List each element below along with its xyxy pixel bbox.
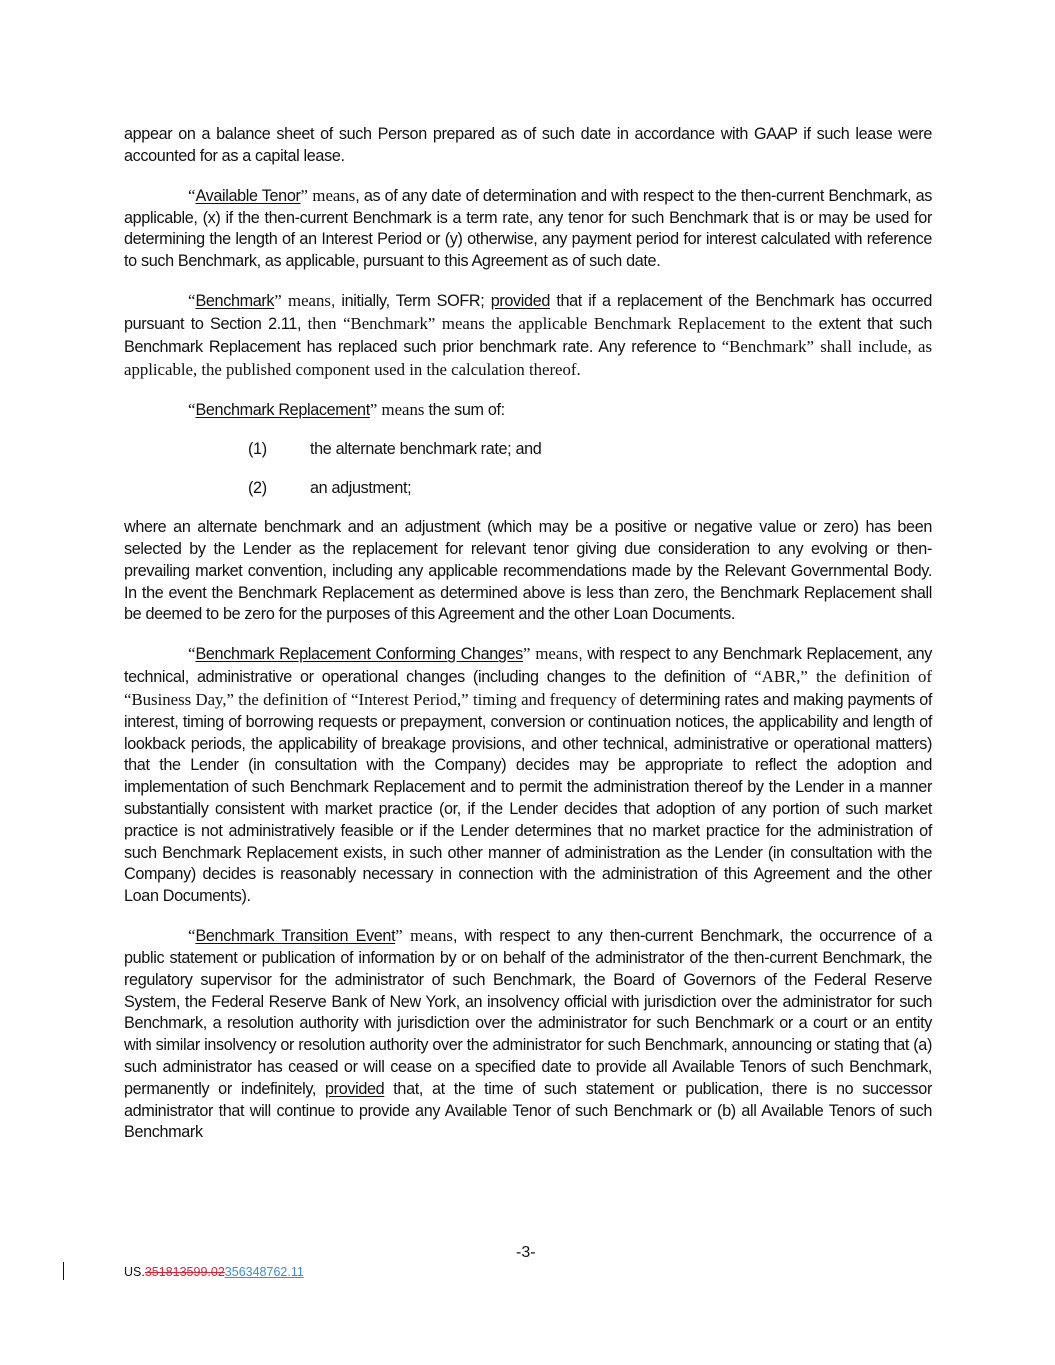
quote-open: “: [188, 926, 196, 946]
quote-close: ” means: [395, 926, 453, 946]
definition-text: extent that such Benchmark Replacement has replaced such prior benchmark rate. Any reference to: [124, 315, 932, 356]
document-id: [124, 1265, 304, 1279]
quote-open: “: [188, 399, 196, 419]
definition-text: that, at the time of such statement or publication, there is no successor administrator that will continue to provide any Available Tenor of such Benchmark or (b) all Available Tenors of such Benchmark: [124, 1079, 932, 1142]
benchmark-replacement-tail: [124, 517, 932, 626]
quote-close: ” means: [369, 399, 425, 419]
definition-benchmark-transition-event: [124, 925, 932, 1144]
doc-id-deleted: 351813599.02: [144, 1265, 225, 1279]
doc-id-inserted: 356348762.11: [224, 1265, 304, 1279]
quote-open: “: [188, 291, 196, 311]
defined-term: Benchmark: [195, 292, 275, 311]
definition-benchmark-replacement-conforming-changes: [124, 643, 932, 908]
definition-text-serif: then “Benchmark” means the applicable Benchmark Replacement to the: [307, 314, 813, 334]
definition-text: , with respect to any Benchmark Replacement, any technical, administrative or operational changes (including changes to the definition of: [124, 645, 932, 687]
definition-text-serif: “Benchmark” shall include, as applicable, the published component used in the calculation thereof.: [124, 336, 932, 379]
defined-term: Benchmark Replacement: [195, 400, 370, 419]
definition-text-serif: “ABR,” the definition of “Business Day,” the definition of “Interest Period,” timing and frequency of: [124, 667, 932, 710]
definition-text: , as of any date of determination and with respect to the then-current Benchmark, as applicable, (x) if the then-current Benchmark is a term rate, any tenor for such Benchmark that is or may be used for determining the length of an Interest Period or (y) otherwise, any payment period for interest calculated with reference to such Benchmark, as applicable, pursuant to this Agreement as of such date.: [124, 186, 932, 271]
intro-text: appear on a balance sheet of such Person prepared as of such date in accordance with GAAP if such lease were accounted for as a capital lease.: [124, 125, 932, 165]
defined-term: Available Tenor: [195, 186, 301, 205]
list-item-text: an adjustment;: [310, 479, 412, 498]
list-item: [124, 439, 932, 461]
change-bar: [63, 1262, 64, 1280]
definition-text: determining rates and making payments of interest, timing of borrowing requests or prepayment, conversion or continuation notices, the applicability and length of lookback periods, the applicability of breakage provisions, and other technical, administrative or operational matters) that the Lender (in consultation with the Company) decides may be appropriate to reflect the adoption and implementation of such Benchmark Replacement and to permit the administration thereof by the Lender in a manner substantially consistent with market practice (or, if the Lender decides that adoption of any portion of such market practice is not administratively feasible or if the Lender determines that no market practice for the administration of such Benchmark Replacement exists, in such other manner of administration as the Lender (in consultation with the Company) decides is reasonably necessary in connection with the administration of this Agreement and the other Loan Documents).: [124, 691, 933, 906]
provided-term: provided: [490, 292, 550, 311]
quote-close: ” means: [274, 291, 331, 311]
list-item-number: (1): [248, 439, 267, 458]
page-number: -3-: [516, 1244, 536, 1261]
list-item-text: the alternate benchmark rate; and: [310, 439, 542, 458]
definition-text: the sum of:: [424, 400, 505, 419]
doc-id-prefix: US.: [124, 1265, 145, 1279]
definition-benchmark-replacement: [124, 399, 932, 422]
definition-text: where an alternate benchmark and an adjustment (which may be a positive or negative value or zero) has been selected by the Lender as the replacement for relevant tenor giving due consideration to any evolving or then-prevailing market convention, including any applicable recommendations made by the Relevant Governmental Body. In the event the Benchmark Replacement as determined above is less than zero, the Benchmark Replacement shall be deemed to be zero for the purposes of this Agreement and the other Loan Documents.: [124, 518, 932, 624]
list-item: [124, 478, 932, 500]
definition-text: , with respect to any then-current Benchmark, the occurrence of a public statement or publication of information by or on behalf of the administrator of the then-current Benchmark, the regulatory supervisor for the administrator of such Benchmark, the Board of Governors of the Federal Reserve System, the Federal Reserve Bank of New York, an insolvency official with jurisdiction over the administrator for such Benchmark, a resolution authority with jurisdiction over the administrator for such Benchmark or a court or an entity with similar insolvency or resolution authority over the administrator for such Benchmark, announcing or stating that (a) such administrator has ceased or will cease on a specified date to provide all Available Tenors of such Benchmark, permanently or indefinitely,: [124, 927, 933, 1098]
quote-close: ” means: [522, 644, 579, 664]
defined-term: Benchmark Transition Event: [195, 927, 396, 946]
quote-close: ” means: [300, 185, 356, 205]
quote-open: “: [188, 644, 196, 664]
document-body: [124, 124, 932, 1162]
list-item-number: (2): [248, 479, 267, 498]
definition-text: that if a replacement of the Benchmark has occurred pursuant to Section 2.11,: [124, 292, 932, 334]
provided-term: provided: [325, 1079, 385, 1098]
definition-benchmark: [124, 290, 932, 381]
definition-text: , initially, Term SOFR;: [330, 292, 491, 311]
definition-available-tenor: [124, 185, 932, 273]
quote-open: “: [188, 185, 196, 205]
intro-paragraph: [124, 124, 932, 168]
defined-term: Benchmark Replacement Conforming Changes: [195, 645, 523, 664]
